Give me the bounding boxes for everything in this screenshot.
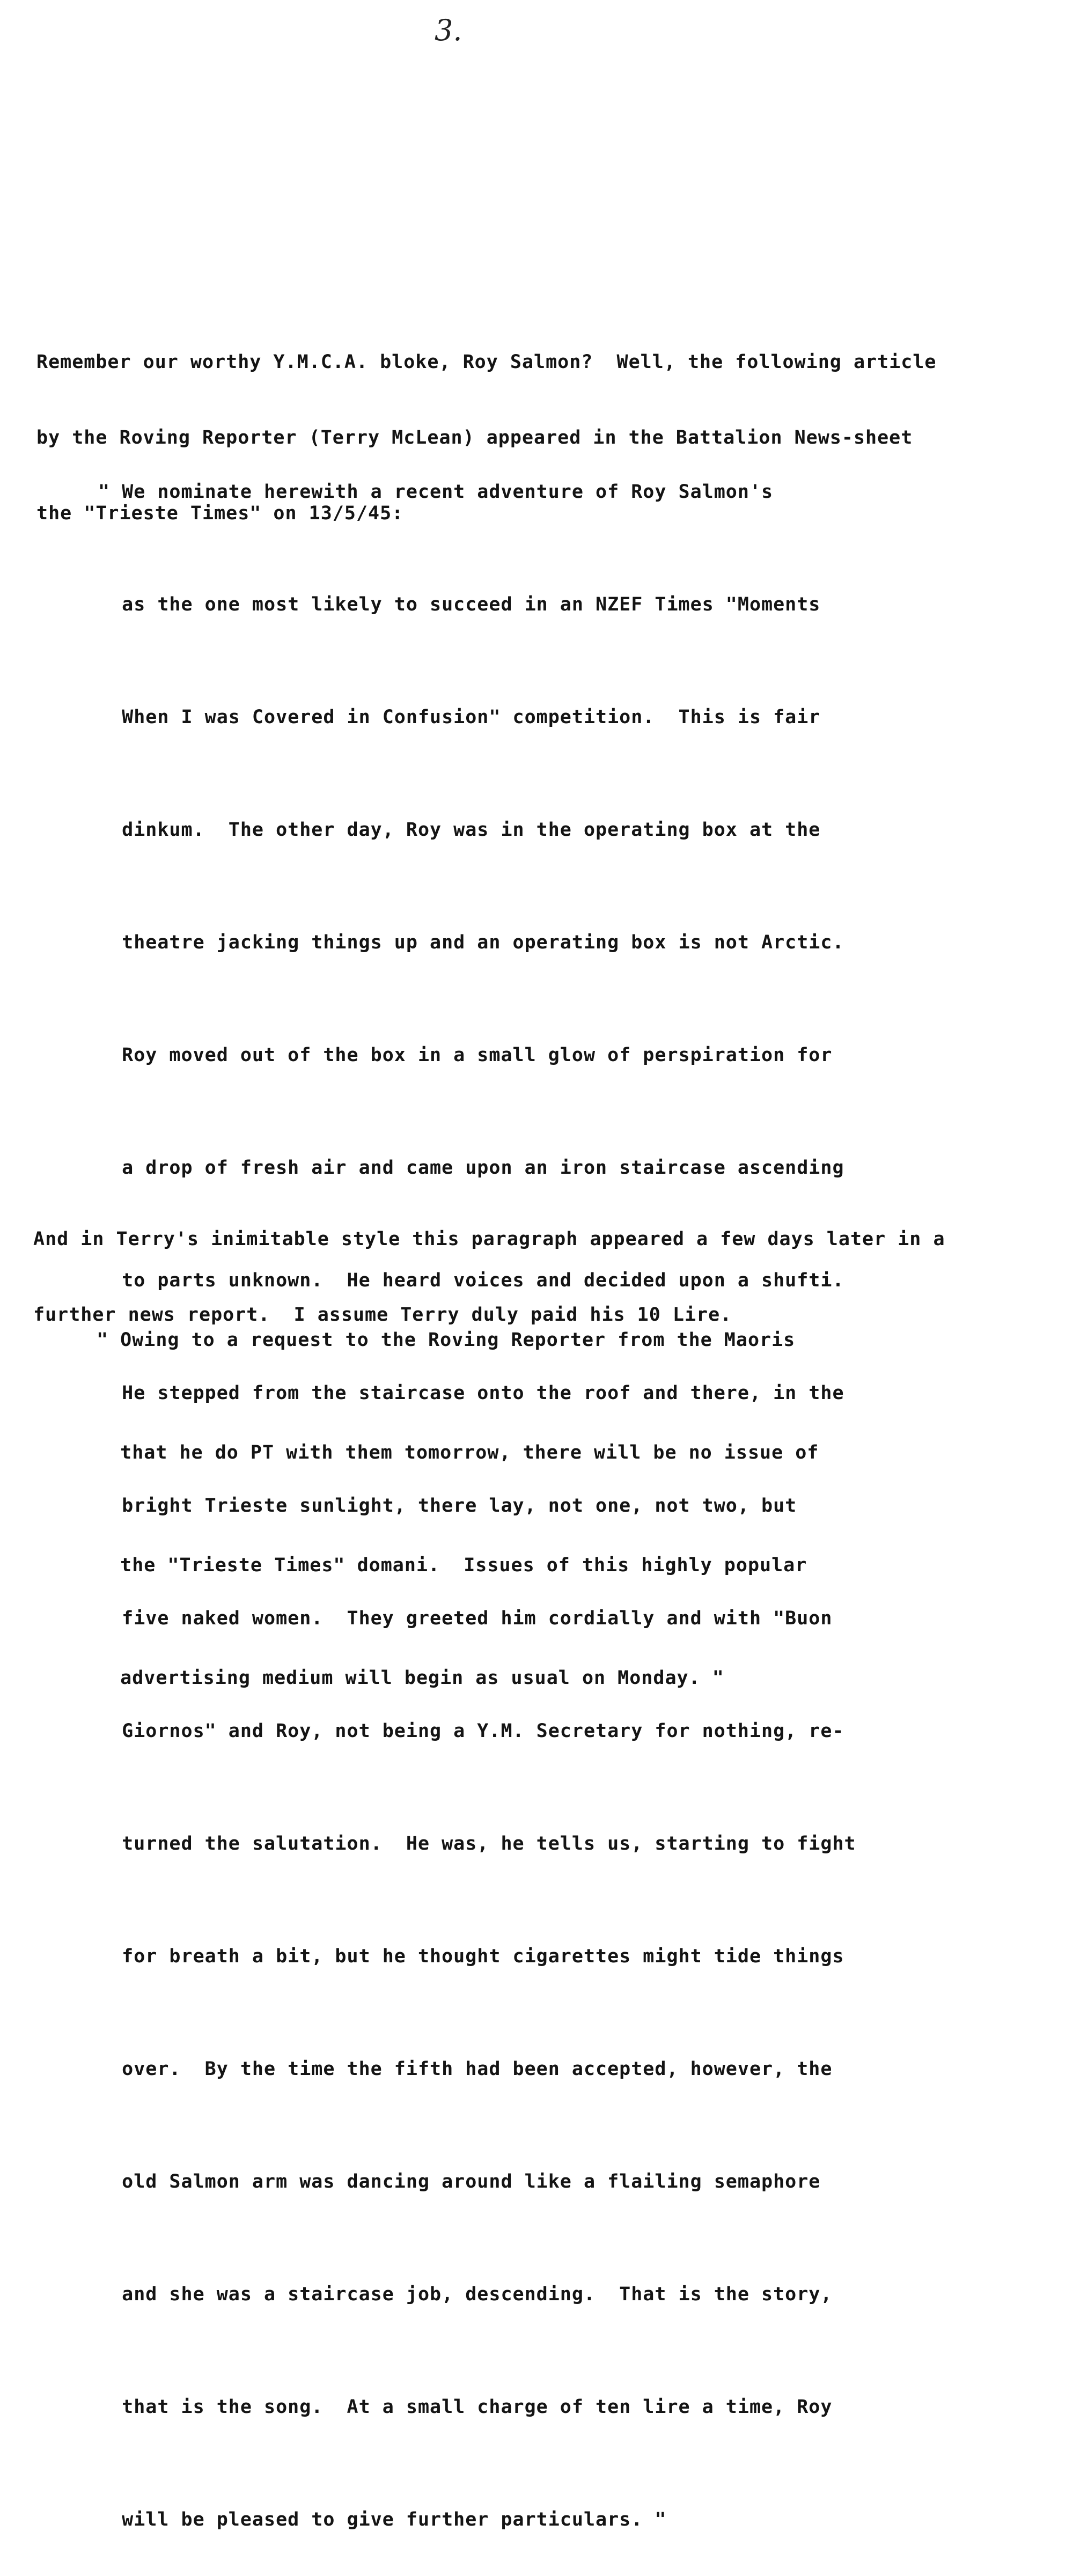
quote-line: a drop of fresh air and came upon an iron staircase ascending	[98, 1157, 844, 1179]
quote-line: that he do PT with them tomorrow, there will be no issue of	[97, 1442, 819, 1463]
quote-line: He stepped from the staircase onto the roof and there, in the	[98, 1382, 844, 1404]
page-number: 3.	[435, 13, 462, 47]
quote-line: will be pleased to give further particulars. "	[98, 2509, 667, 2530]
quote-line: to parts unknown. He heard voices and decided upon a shufti.	[98, 1270, 844, 1291]
quote-line: bright Trieste sunlight, there lay, not one, not two, but	[98, 1495, 797, 1517]
quote-line: " Owing to a request to the Roving Reporter from the Maoris	[97, 1329, 796, 1351]
quote-line: dinkum. The other day, Roy was in the operating box at the	[98, 819, 821, 841]
quote-line: turned the salutation. He was, he tells us, starting to fight	[98, 1833, 856, 1854]
quote-line: for breath a bit, but he thought cigarettes might tide things	[98, 1946, 844, 1967]
quote-line: the "Trieste Times" domani. Issues of this highly popular	[97, 1555, 807, 1576]
quote-line: that is the song. At a small charge of ten lire a time, Roy	[98, 2396, 833, 2418]
quote-line: Giornos" and Roy, not being a Y.M. Secretary for nothing, re-	[98, 1720, 844, 1742]
quote-line: advertising medium will begin as usual on Monday. "	[97, 1667, 724, 1689]
intro-line: Remember our worthy Y.M.C.A. bloke, Roy Salmon? Well, the following article	[36, 351, 937, 373]
intro-line: the "Trieste Times" on 13/5/45:	[36, 503, 404, 524]
quote-line: and she was a staircase job, descending. That is the story,	[98, 2284, 833, 2305]
quote-line: over. By the time the fifth had been accepted, however, the	[98, 2058, 833, 2080]
quote-line: as the one most likely to succeed in an NZEF Times "Moments	[98, 594, 821, 615]
quote-line: theatre jacking things up and an operating box is not Arctic.	[98, 932, 844, 953]
quoted-notice-trieste-times	[97, 1246, 819, 1734]
quote-line: Roy moved out of the box in a small glow of perspiration for	[98, 1044, 833, 1066]
quote-line: old Salmon arm was dancing around like a flailing semaphore	[98, 2171, 821, 2192]
follow-up-line: further news report. I assume Terry duly paid his 10 Lire.	[33, 1304, 732, 1326]
intro-line: by the Roving Reporter (Terry McLean) appeared in the Battalion News-sheet	[36, 427, 913, 448]
follow-up-line: And in Terry's inimitable style this paragraph appeared a few days later in a	[33, 1228, 945, 1250]
quote-line: When I was Covered in Confusion" competition. This is fair	[98, 706, 821, 728]
quote-line: five naked women. They greeted him cordially and with "Buon	[98, 1608, 833, 1629]
quote-line: " We nominate herewith a recent adventure of Roy Salmon's	[98, 481, 774, 503]
